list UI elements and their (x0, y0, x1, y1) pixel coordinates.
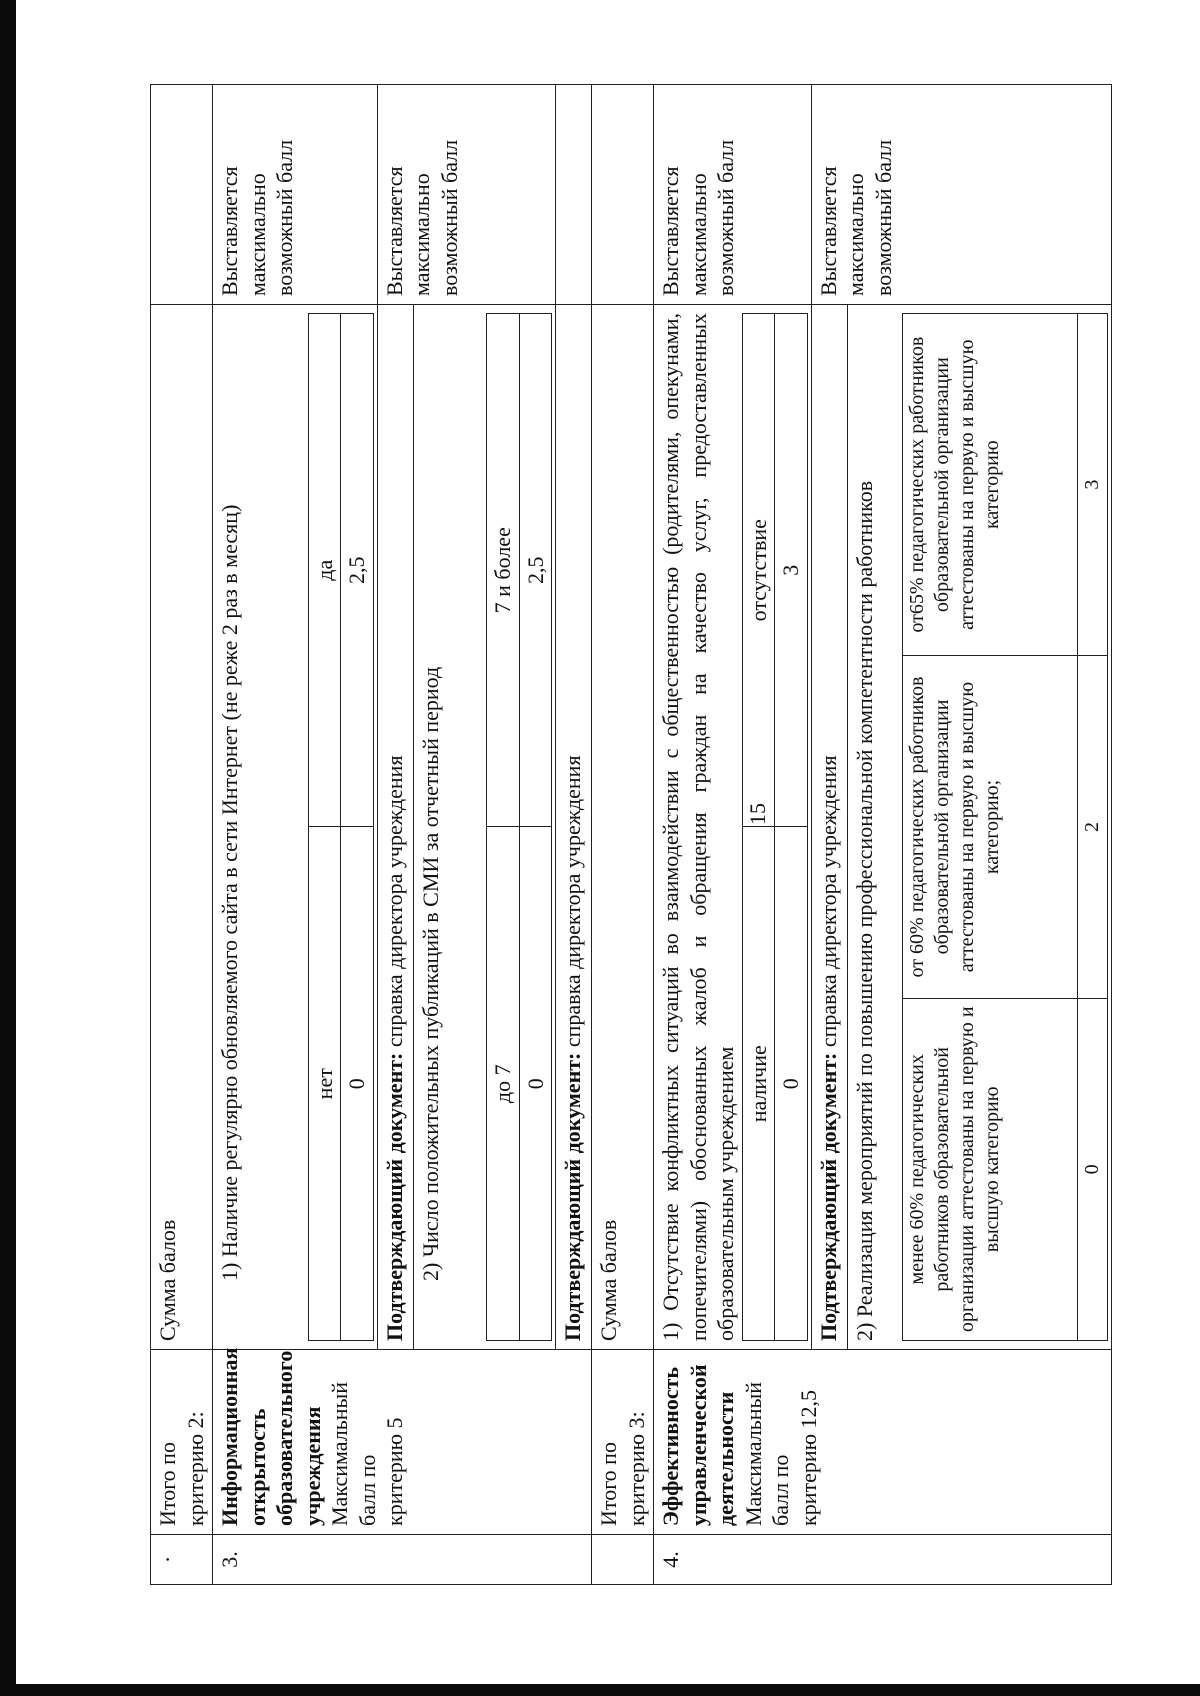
option-label: от 60% педагогических работников образовательной организации аттестованы на первую и высшую категорию; (903, 656, 1078, 998)
criterion-name: Эффективность управленческой деятельности (658, 1364, 738, 1526)
page-number: 15 (745, 803, 770, 825)
indicator-cell (654, 305, 812, 1350)
option-score: 3 (1078, 314, 1108, 656)
indicator-text: 1) Наличие регулярно обновляемого сайта в сети Интернет (не реже 2 раз в месяц) (217, 504, 242, 1281)
option-score: 0 (519, 827, 552, 1341)
note-cell (151, 85, 213, 305)
option-score: 3 (775, 314, 808, 828)
row-number: · (151, 1535, 213, 1585)
scan-edge-bottom (16, 1684, 1200, 1696)
document-text: справка директора учреждения (815, 755, 841, 1048)
option-label: да (308, 314, 341, 828)
row-number: 3. (213, 1535, 592, 1585)
document-label: Подтверждающий документ: (381, 1052, 407, 1341)
table-row (151, 85, 213, 1585)
option-score: 0 (341, 827, 374, 1341)
table-row (592, 85, 654, 1585)
sum-label: Сумма балов (592, 305, 654, 1350)
option-label: от65% педагогических работников образовательной организации аттестованы на первую и высшую категорию (903, 314, 1078, 656)
criterion-max: Максимальный балл по критерию 5 (327, 1381, 407, 1526)
note-cell (592, 85, 654, 305)
note-cell: Выставляется максимально возможный балл (377, 85, 556, 305)
table-row (654, 85, 812, 1585)
indicator-text: 2) Реализация мероприятий по повышению профессиональной компетентности работников (851, 480, 877, 1341)
option-score: 0 (1078, 998, 1108, 1340)
option-label: отсутствие (742, 314, 775, 828)
document-label: Подтверждающий документ: (560, 1052, 585, 1341)
option-label: 7 и более (487, 314, 520, 828)
criterion-total-label: Итого по критерию 2: (151, 1350, 213, 1535)
document-cell (556, 305, 592, 1350)
note-cell (556, 85, 592, 305)
document-text: справка директора учреждения (381, 755, 407, 1048)
row-number: 4. (654, 1535, 1112, 1585)
option-label: нет (308, 827, 341, 1341)
option-label: наличие (742, 827, 775, 1341)
indicator-cell (413, 305, 556, 1350)
document-cell (377, 305, 413, 1350)
scan-edge-left (0, 0, 16, 1696)
indicator-cell (847, 305, 1112, 1350)
document-text: справка директора учреждения (560, 755, 585, 1048)
document-cell (811, 305, 847, 1350)
row-number (592, 1535, 654, 1585)
option-score: 2,5 (341, 314, 374, 828)
criterion-max: Максимальный балл по критерию 12,5 (740, 1381, 821, 1526)
score-table (486, 313, 552, 1341)
score-table (902, 313, 1108, 1341)
table-row (213, 85, 378, 1585)
option-score: 2 (1078, 656, 1108, 998)
option-score: 2,5 (519, 314, 552, 828)
indicator-cell (213, 305, 378, 1350)
note-cell: Выставляется максимально возможный балл (811, 85, 1112, 305)
score-table (742, 313, 808, 1341)
option-score: 0 (775, 827, 808, 1341)
option-label: до 7 (487, 827, 520, 1341)
criterion-cell (213, 1347, 592, 1535)
indicator-text: 1) Отсутствие конфликтных ситуаций во взаимодействии с общественностью (родителями, опекунами, попечителями) обоснованных жалоб и обращения граждан на качество услуг, предоставленных образовательным учреждением (658, 313, 738, 1341)
criterion-total-label: Итого по критерию 3: (592, 1350, 654, 1535)
rotated-table-wrapper (150, 85, 1103, 1585)
option-label: менее 60% педагогических работников образовательной организации аттестованы на первую и высшую категорию (903, 998, 1078, 1340)
indicator-text: 2) Число положительных публикаций в СМИ за отчетный период (417, 666, 443, 1281)
note-cell: Выставляется максимально возможный балл (654, 85, 812, 305)
criterion-name: Информационная открытость образовательного учреждения (217, 1347, 325, 1526)
sum-label: Сумма балов (151, 305, 213, 1350)
note-cell: Выставляется максимально возможный балл (213, 85, 378, 305)
score-table (308, 313, 374, 1341)
criteria-table (150, 84, 1112, 1585)
document-label: Подтверждающий документ: (815, 1052, 841, 1341)
criterion-cell (654, 1350, 1112, 1535)
